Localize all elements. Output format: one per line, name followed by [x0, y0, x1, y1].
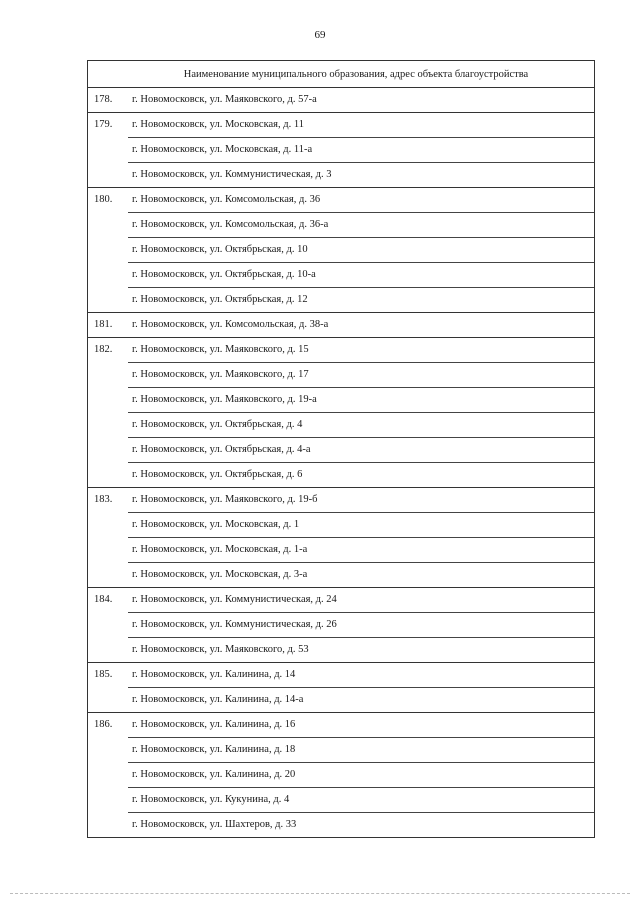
row-number: 181.: [94, 319, 113, 330]
address-list: [128, 588, 594, 662]
address-list: [128, 663, 594, 712]
address-list: [128, 313, 594, 337]
table-group: [88, 338, 594, 488]
row-number: 182.: [94, 344, 113, 355]
row-number: 180.: [94, 194, 113, 205]
table-row: г. Новомосковск, ул. Комсомольская, д. 36: [128, 188, 594, 213]
table-group: [88, 313, 594, 338]
table-row: г. Новомосковск, ул. Комсомольская, д. 38-а: [132, 319, 329, 330]
table-row: г. Новомосковск, ул. Калинина, д. 14: [128, 663, 594, 688]
table-row: г. Новомосковск, ул. Кукунина, д. 4: [128, 788, 594, 813]
table-row: г. Новомосковск, ул. Октябрьская, д. 10-а: [128, 263, 594, 288]
row-number: 184.: [94, 594, 113, 605]
address-list: [128, 188, 594, 312]
table-group: [88, 113, 594, 188]
table-row: г. Новомосковск, ул. Октябрьская, д. 4: [128, 413, 594, 438]
row-number: 183.: [94, 494, 113, 505]
table-body: [88, 88, 594, 837]
table-group: [88, 488, 594, 588]
table-row: г. Новомосковск, ул. Шахтеров, д. 33: [132, 819, 297, 830]
table-row: г. Новомосковск, ул. Маяковского, д. 57-а: [132, 94, 317, 105]
table-row: г. Новомосковск, ул. Маяковского, д. 17: [128, 363, 594, 388]
address-list: [128, 488, 594, 587]
table-group: [88, 188, 594, 313]
table-row: г. Новомосковск, ул. Маяковского, д. 53: [132, 644, 309, 655]
table-row: г. Новомосковск, ул. Калинина, д. 14-а: [132, 694, 304, 705]
table-row: г. Новомосковск, ул. Октябрьская, д. 4-а: [128, 438, 594, 463]
address-list: [128, 88, 594, 112]
table-row: г. Новомосковск, ул. Коммунистическая, д. 3: [132, 169, 332, 180]
address-table: [87, 60, 595, 838]
table-row: г. Новомосковск, ул. Коммунистическая, д. 24: [128, 588, 594, 613]
table-row: г. Новомосковск, ул. Маяковского, д. 19-а: [128, 388, 594, 413]
table-row: г. Новомосковск, ул. Московская, д. 11-а: [128, 138, 594, 163]
address-list: [128, 338, 594, 487]
table-row: г. Новомосковск, ул. Калинина, д. 20: [128, 763, 594, 788]
table-row: г. Новомосковск, ул. Маяковского, д. 19-б: [128, 488, 594, 513]
page-number: 69: [314, 29, 326, 41]
table-row: г. Новомосковск, ул. Комсомольская, д. 36-а: [128, 213, 594, 238]
table-row: г. Новомосковск, ул. Московская, д. 1-а: [128, 538, 594, 563]
address-list: [128, 113, 594, 187]
table-group: [88, 88, 594, 113]
table-row: г. Новомосковск, ул. Калинина, д. 16: [128, 713, 594, 738]
table-row: г. Новомосковск, ул. Октябрьская, д. 6: [132, 469, 303, 480]
row-number: 178.: [94, 94, 113, 105]
row-number: 186.: [94, 719, 113, 730]
scan-edge-line: [10, 893, 630, 895]
table-row: г. Новомосковск, ул. Калинина, д. 18: [128, 738, 594, 763]
table-row: г. Новомосковск, ул. Маяковского, д. 15: [128, 338, 594, 363]
table-header: Наименование муниципального образования, адрес объекта благоустройства: [88, 61, 594, 88]
table-group: [88, 713, 594, 837]
table-group: [88, 663, 594, 713]
address-list: [128, 713, 594, 837]
table-row: г. Новомосковск, ул. Московская, д. 11: [128, 113, 594, 138]
table-row: г. Новомосковск, ул. Московская, д. 3-а: [132, 569, 308, 580]
row-number: 179.: [94, 119, 113, 130]
row-number: 185.: [94, 669, 113, 680]
table-row: г. Новомосковск, ул. Октябрьская, д. 12: [132, 294, 308, 305]
table-row: г. Новомосковск, ул. Московская, д. 1: [128, 513, 594, 538]
table-row: г. Новомосковск, ул. Коммунистическая, д. 26: [128, 613, 594, 638]
table-row: г. Новомосковск, ул. Октябрьская, д. 10: [128, 238, 594, 263]
table-group: [88, 588, 594, 663]
